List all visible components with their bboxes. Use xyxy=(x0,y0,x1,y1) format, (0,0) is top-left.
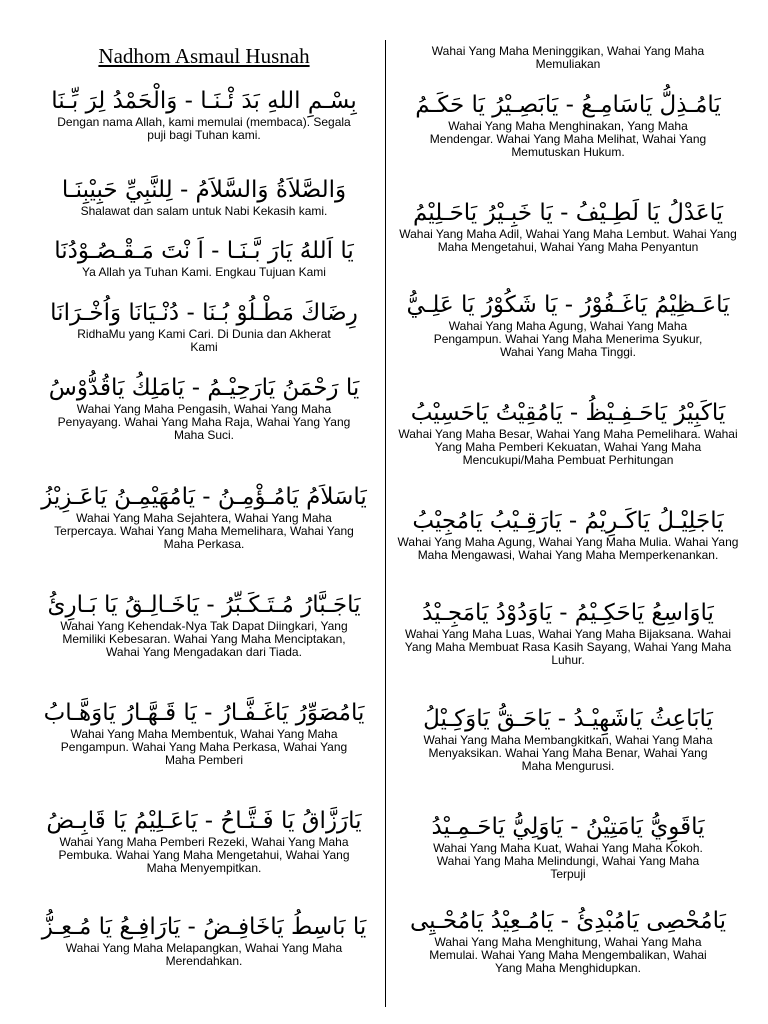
arabic-verse: يَاعَـظِيْمُ يَاغَـفُوْرُ - يَا شَكُوْرُ يَا عَلِـيُّ xyxy=(406,292,730,318)
verse-block xyxy=(30,175,378,218)
arabic-verse: يَاسَلاَمُ يَامُـؤْمِـنُ - يَامُهَيْمِـنُ يَاعَـزِيْزُ xyxy=(41,484,367,510)
verse-translation: Wahai Yang Maha Pengasih, Wahai Yang Maha Penyayang. Wahai Yang Maha Raja, Wahai Yang Yang Maha Suci. xyxy=(57,402,351,442)
arabic-verse: يَاجَـبَّارُ مُـتَـكَـبِّرُ - يَاخَـالِـقُ يَا بَـارِئُ xyxy=(47,592,361,618)
verse-translation: Ya Allah ya Tuhan Kami. Engkau Tujuan Kami xyxy=(82,265,326,279)
arabic-verse: يَامُـذِلُّ يَاسَامِـعُ - يَابَصِـيْرُ يَا حَكَـمُ xyxy=(415,92,721,118)
verse-translation: Wahai Yang Maha Menghitung, Wahai Yang Maha Memulai. Wahai Yang Maha Mengembalikan, Wahai Yang Maha Menghidupkan. xyxy=(429,935,707,975)
verse-translation: RidhaMu yang Kami Cari. Di Dunia dan Akherat Kami xyxy=(77,327,331,354)
arabic-verse: يَاقَوِيُّ يَامَتِيْنُ - يَاوَلِيُّ يَاحَـمِـيْدُ xyxy=(431,814,705,840)
verse-block xyxy=(392,290,744,359)
arabic-verse: بِسْـمِ اللهِ بَدَ ئْـنَـا - وَالْحَمْدُ لِرَ بِّـنَا xyxy=(51,88,357,114)
verse-block xyxy=(392,704,744,773)
verse-block xyxy=(392,906,744,975)
verse-translation: Wahai Yang Maha Pemberi Rezeki, Wahai Yang Maha Pembuka. Wahai Yang Maha Mengetahui, Wahai Yang Maha Menyempitkan. xyxy=(58,835,350,875)
verse-translation: Wahai Yang Maha Agung, Wahai Yang Maha Pengampun. Wahai Yang Maha Menerima Syukur, Wahai Yang Maha Tinggi. xyxy=(433,319,703,359)
verse-block xyxy=(392,812,744,881)
arabic-verse: يَاوَاسِعُ يَاحَكِـيْمُ - يَاوَدُوْدُ يَامَجِـيْدُ xyxy=(422,600,714,626)
verse-translation: Wahai Yang Maha Kuat, Wahai Yang Maha Kokoh. Wahai Yang Maha Melindungi, Wahai Yang Maha Terpuji xyxy=(433,841,703,881)
verse-translation: Wahai Yang Maha Menghinakan, Yang Maha Mendengar. Wahai Yang Maha Melihat, Wahai Yang Memutuskan Hukum. xyxy=(429,119,707,159)
verse-block xyxy=(392,506,744,562)
arabic-verse: يَا اَللهُ يَارَ بَّـنَـا - اَ نْتَ مَـقْـصُـوْدُنَا xyxy=(54,238,354,264)
arabic-verse: يَامُحْصِى يَامُبْدِئُ - يَامُـعِيْدُ يَامُحْـيِى xyxy=(410,908,726,934)
verse-translation: Dengan nama Allah, kami memulai (membaca). Segala puji bagi Tuhan kami. xyxy=(57,115,351,142)
verse-translation: Wahai Yang Maha Meninggikan, Wahai Yang Maha Memuliakan xyxy=(431,44,705,71)
verse-block xyxy=(30,590,378,659)
arabic-verse: يَامُصَوِّرُ يَاغَـفَّـارُ - يَا قَـهَّـارُ يَاوَهَّـابُ xyxy=(43,700,365,726)
column-divider xyxy=(385,40,386,1007)
verse-block xyxy=(392,398,744,467)
arabic-verse: وَالصَّلاَةُ وَالسَّلاَمُ - لِلنَّبِيِّ حَبِيْبِنَـا xyxy=(61,177,347,203)
arabic-verse: يَاعَدْلُ يَا لَطِـيْفُ - يَا خَبِـيْرُ يَاحَـلِيْمُ xyxy=(412,200,724,226)
verse-block xyxy=(30,912,378,968)
verse-translation: Wahai Yang Kehendak-Nya Tak Dapat Diingkari, Yang Memiliki Kebesaran. Wahai Yang Maha Menciptakan, Wahai Yang Mengadakan dari Tiada. xyxy=(60,619,348,659)
arabic-verse: يَارَزَّاقُ يَا فَـتَّـاحُ - يَاعَـلِيْمُ يَا قَابِـضُ xyxy=(46,808,362,834)
verse-translation: Wahai Yang Maha Adil, Wahai Yang Maha Lembut. Wahai Yang Maha Mengetahui, Wahai Yang Maha Penyantun xyxy=(399,227,737,254)
page-title: Nadhom Asmaul Husnah xyxy=(98,44,310,68)
arabic-verse: يَابَاعِثُ يَاشَهِيْـدُ - يَاحَـقُّ يَاوَكِـيْلُ xyxy=(423,706,713,732)
verse-block xyxy=(30,236,378,279)
verse-translation: Wahai Yang Maha Membentuk, Wahai Yang Maha Pengampun. Wahai Yang Maha Perkasa, Wahai Yang Maha Pemberi xyxy=(60,727,348,767)
verse-block xyxy=(30,86,378,142)
verse-translation: Wahai Yang Maha Sejahtera, Wahai Yang Maha Terpercaya. Wahai Yang Maha Memelihara, Wahai Yang Maha Perkasa. xyxy=(54,511,354,551)
verse-block xyxy=(392,598,744,667)
verse-translation: Wahai Yang Maha Agung, Wahai Yang Maha Mulia. Wahai Yang Maha Mengawasi, Wahai Yang Maha Memperkenankan. xyxy=(397,535,739,562)
verse-translation: Wahai Yang Maha Melapangkan, Wahai Yang Maha Merendahkan. xyxy=(65,941,343,968)
verse-block xyxy=(30,298,378,354)
verse-translation: Wahai Yang Maha Membangkitkan, Wahai Yang Maha Menyaksikan. Wahai Yang Maha Benar, Wahai Yang Maha Mengurusi. xyxy=(423,733,713,773)
verse-block xyxy=(30,482,378,551)
verse-block xyxy=(30,806,378,875)
verse-translation: Wahai Yang Maha Luas, Wahai Yang Maha Bijaksana. Wahai Yang Maha Membuat Rasa Kasih Sayang, Wahai Yang Maha Luhur. xyxy=(404,627,732,667)
arabic-verse: يَاجَلِيْـلُ يَاكَـرِيْمُ - يَارَقِـيْبُ يَامُجِيْبُ xyxy=(412,508,724,534)
arabic-verse: يَا بَاسِطُ يَاخَافِـضُ - يَارَافِـعُ يَا مُـعِـزُّ xyxy=(41,914,367,940)
verse-block xyxy=(392,90,744,159)
arabic-verse: يَاكَبِيْرُ يَاحَـفِـيْظُ - يَامُقِيْتُ يَاحَسِيْبُ xyxy=(410,400,726,426)
verse-block xyxy=(30,698,378,767)
arabic-verse: رِضَاكَ مَطْـلُوْ بُـنَا - دُنْـيَانَا وَاُخْـرَانَا xyxy=(50,300,358,326)
verse-translation: Wahai Yang Maha Besar, Wahai Yang Maha Pemelihara. Wahai Yang Maha Pemberi Kekuatan, Wahai Yang Maha Mencukupi/Maha Pembuat Perhitungan xyxy=(398,427,738,467)
verse-translation: Shalawat dan salam untuk Nabi Kekasih kami. xyxy=(80,204,328,218)
verse-block xyxy=(392,198,744,254)
verse-block xyxy=(30,373,378,442)
verse-block xyxy=(392,45,744,71)
arabic-verse: يَا رَحْمَنُ يَارَحِيْـمُ - يَامَلِكُ يَاقُدُّوْسُ xyxy=(48,375,360,401)
